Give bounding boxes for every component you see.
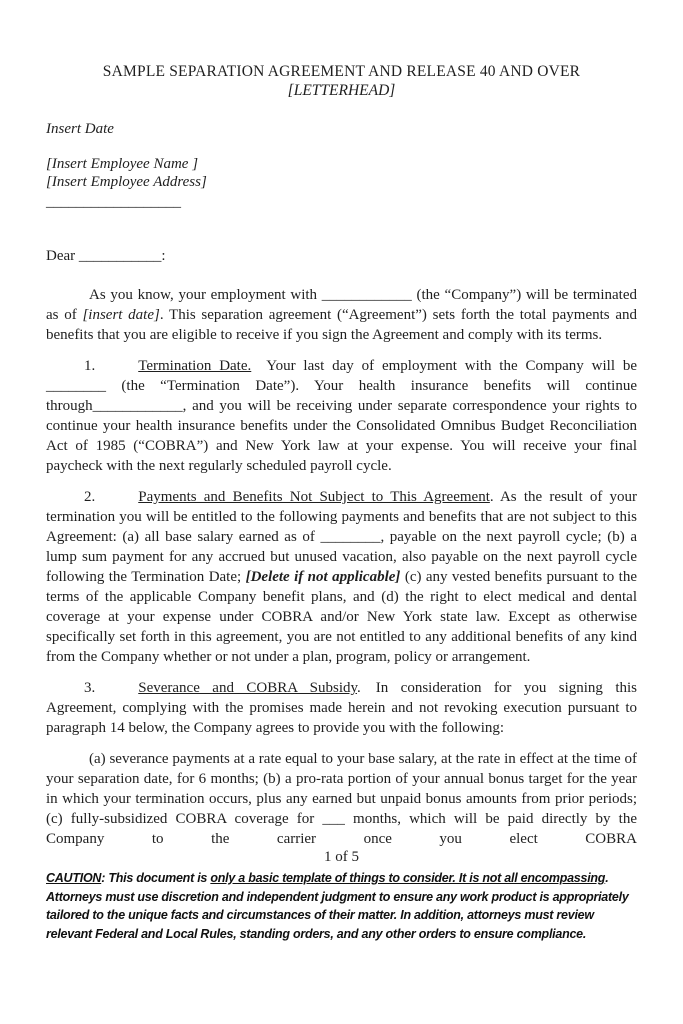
company-name-blank: ____________ [321, 287, 412, 303]
section-3-text: . In consideration for you signing this Agreement, complying with the promises made herein and not revoking execution pursuant to paragraph 14 below, the Company agrees to provide you with the following: [46, 680, 637, 736]
delete-if-not-applicable-note: [Delete if not applicable] [245, 569, 401, 585]
intro-paragraph [46, 285, 637, 345]
insert-date-inline-placeholder: [insert date] [82, 307, 160, 323]
section-1-text: , and you will be receiving under separate correspondence your rights to continue your health insurance benefits under the Consolidated Omnibus Budget Reconciliation Act of 1985 (“COBRA”) and New York law at your expense. You will receive your final paycheck with the next regularly scheduled payroll cycle. [46, 398, 637, 474]
employee-address-placeholder: [Insert Employee Address] [46, 174, 207, 190]
insert-date-placeholder: Insert Date [46, 121, 114, 137]
caution-text: Attorneys must use discretion and independent judgment to ensure any work product is appropriately tailored to the unique facts and circumstances of their matter. In addition, attorneys must review relevant Federal and Local Rules, standing orders, and any other orders to ensure compliance. [46, 889, 629, 941]
subparagraph-a-text: months, which will be paid directly by the Company to the carrier once you elect COBRA [46, 811, 637, 847]
caution-footer [46, 869, 637, 943]
employee-name-placeholder: [Insert Employee Name ] [46, 156, 199, 172]
subparagraph-a-text: (a) severance payments at a rate equal to your base salary, at the rate in effect at the time of your separation date, for 6 months; (b) a pro-rata portion of your annual bonus target for the year in which your termination occurs, plus any earned but unpaid bonus amounts from prior periods; (c) fully-subsidized COBRA coverage for [46, 751, 637, 827]
section-1-heading: Termination Date. [138, 358, 252, 374]
intro-text: . This separation agreement (“Agreement”) sets forth the total payments and benefits that you are eligible to receive if you sign the Agreement and comply with its terms. [46, 307, 637, 343]
section-2-text: , payable on the next payroll cycle; (b) a lump sum payment for any accrued but unused vacation, also payable on the next payroll cycle following the Termination Date; [46, 529, 637, 585]
caution-label: CAUTION [46, 871, 102, 885]
section-3-number: 3. [84, 680, 96, 696]
section-3-heading: Severance and COBRA Subsidy [138, 680, 358, 696]
address-blank-line: __________________ [46, 194, 181, 210]
section-3-paragraph [46, 678, 637, 738]
caution-underlined-text: only a basic template of things to consider. It is not all encompassing [210, 871, 606, 885]
section-2-number: 2. [84, 489, 96, 505]
subparagraph-a [46, 749, 637, 849]
termination-date-blank: ________ [46, 378, 106, 394]
salutation-name-blank: ___________ [78, 248, 162, 264]
section-1-text: Your last day of employment with the Company will be [251, 358, 637, 374]
page-number: 1 of 5 [324, 849, 359, 865]
intro-text: (the “Company”) will be terminated as of [46, 287, 637, 323]
document-title: SAMPLE SEPARATION AGREEMENT AND RELEASE 40 AND OVER [102, 63, 581, 80]
salutation-pre: Dear [46, 248, 79, 264]
salutation [46, 247, 637, 266]
caution-text: . [605, 871, 609, 885]
section-2-heading: Payments and Benefits Not Subject to This Agreement [138, 489, 490, 505]
benefits-through-blank: ____________ [92, 398, 183, 414]
section-2-paragraph [46, 487, 637, 667]
salutation-colon: : [161, 248, 166, 264]
section-1-text: (the “Termination Date”). Your health insurance benefits will continue through [46, 378, 637, 414]
section-1-paragraph [46, 356, 637, 476]
employee-address-block [46, 155, 637, 191]
intro-text: As you know, your employment with [89, 287, 322, 303]
section-2-text: (c) any vested benefits pursuant to the terms of the applicable Company benefit plans, and (d) the right to elect medical and dental coverage at your expense under COBRA and/or New York state law. Except as otherwise specifically set forth in this agreement, you are not entitled to any additional benefits of any kind from the Company whether or not under a plan, program, policy or arrangement. [46, 569, 638, 665]
salary-earned-date-blank: ________ [320, 529, 381, 545]
letterhead-placeholder: [LETTERHEAD] [287, 82, 396, 99]
cobra-months-blank: ___ [322, 811, 345, 827]
section-1-number: 1. [84, 358, 96, 374]
caution-text: : This document is [101, 871, 211, 885]
section-2-text: . As the result of your termination you will be entitled to the following payments and benefits that are not subject to this Agreement: (a) all base salary earned as of [46, 489, 637, 545]
